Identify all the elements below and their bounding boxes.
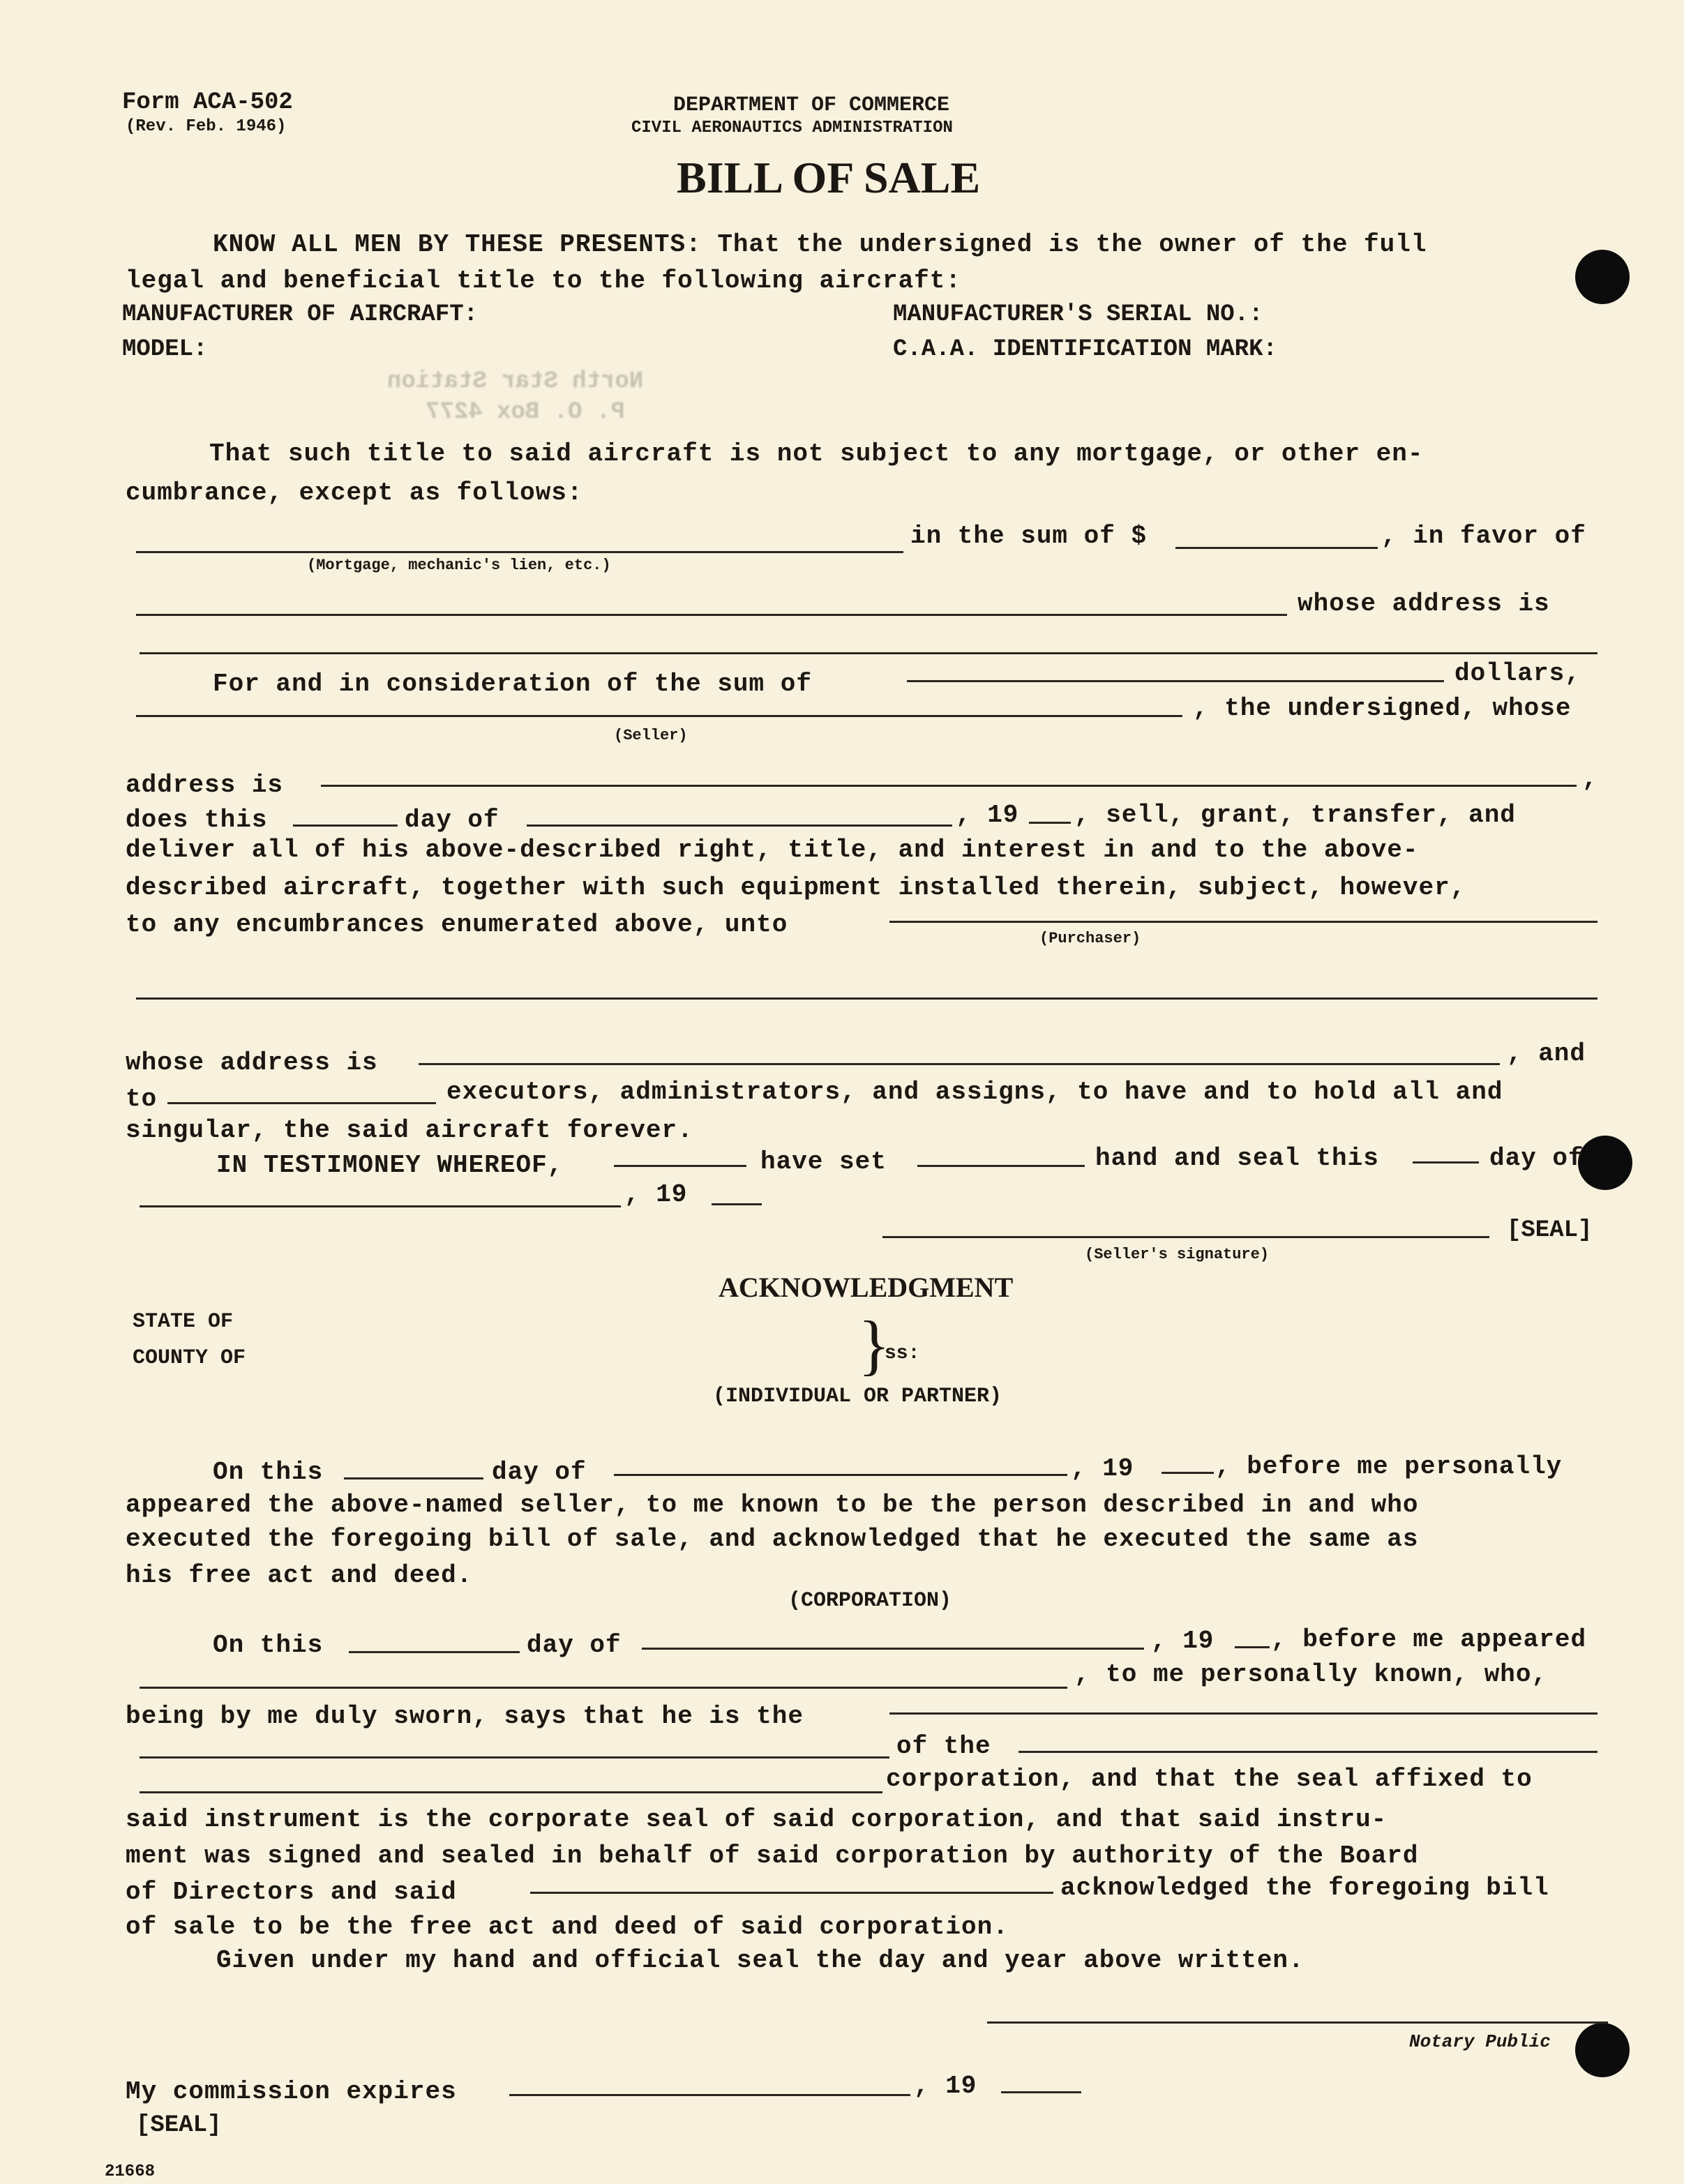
sale-day-field[interactable]	[293, 824, 398, 827]
brace-icon: }	[858, 1307, 891, 1382]
purchaser-whose-address-label: whose address is	[126, 1048, 378, 1077]
ind-month-field[interactable]	[614, 1474, 1067, 1476]
favor-label: , in favor of	[1381, 522, 1586, 550]
consideration-lead: For and in consideration of the sum of	[213, 670, 812, 698]
corporation-heading: (CORPORATION)	[788, 1589, 952, 1613]
serial-number-label: MANUFACTURER'S SERIAL NO.:	[893, 301, 1263, 328]
identification-mark-label: C.A.A. IDENTIFICATION MARK:	[893, 336, 1277, 363]
corp-corporation-text: corporation, and that the seal affixed to	[886, 1765, 1533, 1793]
corp-officer-title-field[interactable]	[889, 1712, 1597, 1715]
ind-line-4: his free act and deed.	[126, 1561, 473, 1590]
print-code: 21668	[105, 2162, 156, 2181]
corp-year-field[interactable]	[1235, 1646, 1270, 1648]
day-of-label: day of	[405, 806, 499, 834]
bleed-through-text: P. O. Box 4277	[426, 399, 625, 425]
ind-on-this-label: On this	[213, 1458, 324, 1486]
testimony-month-field[interactable]	[140, 1205, 621, 1207]
seller-signature-field[interactable]	[882, 1236, 1489, 1238]
testimony-day-field[interactable]	[1413, 1161, 1479, 1163]
corp-name-field[interactable]	[1018, 1751, 1597, 1753]
punch-hole-middle	[1578, 1136, 1632, 1190]
document-title: BILL OF SALE	[677, 153, 981, 202]
have-set-label: have set	[760, 1147, 887, 1176]
punch-hole-top	[1575, 250, 1630, 304]
acknowledgment-title: ACKNOWLEDGMENT	[719, 1272, 1014, 1303]
notary-seal-label: [SEAL]	[136, 2112, 222, 2139]
ind-year-field[interactable]	[1161, 1472, 1214, 1474]
address-comma: ,	[1582, 765, 1598, 793]
testimony-label: IN TESTIMONEY WHEREOF,	[216, 1151, 564, 1180]
caption-mortgage: (Mortgage, mechanic's lien, etc.)	[307, 557, 611, 574]
model-label: MODEL:	[122, 336, 208, 363]
commission-date-field[interactable]	[509, 2094, 910, 2096]
ind-line-2: appeared the above-named seller, to me known to be the person described in and who	[126, 1491, 1419, 1519]
to-label: to	[126, 1085, 158, 1113]
bleed-through-text: North Star Station	[387, 368, 644, 395]
notary-public-label: Notary Public	[1409, 2031, 1551, 2052]
commission-year-field[interactable]	[1001, 2091, 1081, 2093]
corp-officer-title-field-2[interactable]	[140, 1756, 889, 1759]
corp-day-field[interactable]	[349, 1651, 520, 1653]
corp-sworn-text: being by me duly sworn, says that he is the	[126, 1702, 804, 1731]
corp-year-prefix: , 19	[1151, 1627, 1215, 1655]
corp-name-field-2[interactable]	[140, 1791, 882, 1793]
whose-address-label: whose address is	[1298, 589, 1550, 618]
corp-line-ment: ment was signed and sealed in behalf of said corporation by authority of the Board	[126, 1842, 1419, 1870]
given-text: Given under my hand and official seal the day and year above written.	[216, 1946, 1305, 1975]
caption-seller-signature: (Seller's signature)	[1085, 1246, 1270, 1263]
encumbrance-type-field[interactable]	[136, 551, 903, 553]
purchaser-name-field-2[interactable]	[136, 997, 1597, 1000]
individual-heading: (INDIVIDUAL OR PARTNER)	[713, 1385, 1002, 1408]
county-of-label: COUNTY OF	[133, 1346, 246, 1370]
lienholder-name-field[interactable]	[136, 614, 1287, 616]
caption-seller: (Seller)	[614, 727, 688, 744]
does-this-label: does this	[126, 806, 268, 834]
ind-before-text: , before me personally	[1215, 1452, 1563, 1481]
unto-line: to any encumbrances enumerated above, unto	[126, 910, 788, 939]
state-of-label: STATE OF	[133, 1310, 234, 1334]
testimony-year-prefix: , 19	[624, 1180, 688, 1209]
commission-year-prefix: , 19	[914, 2072, 977, 2100]
ss-label: ss:	[885, 1343, 920, 1364]
purchaser-address-field[interactable]	[419, 1063, 1500, 1065]
ind-line-3: executed the foregoing bill of sale, and acknowledged that he executed the same as	[126, 1525, 1419, 1553]
ind-day-field[interactable]	[344, 1477, 483, 1479]
encumbrance-amount-field[interactable]	[1175, 547, 1378, 549]
lienholder-address-field[interactable]	[140, 652, 1597, 654]
commission-label: My commission expires	[126, 2077, 457, 2106]
seller-name-field[interactable]	[136, 715, 1182, 717]
corp-line-sale: of sale to be the free act and deed of said corporation.	[126, 1913, 1009, 1941]
singular-text: singular, the said aircraft forever.	[126, 1116, 693, 1145]
encumbrance-line-2: cumbrance, except as follows:	[126, 479, 583, 507]
corp-of-the-label: of the	[896, 1732, 991, 1761]
corp-line-instrument: said instrument is the corporate seal of said corporation, and that said instru-	[126, 1805, 1388, 1834]
corp-acknowledged-text: acknowledged the foregoing bill	[1060, 1874, 1549, 1902]
purchaser-name-field[interactable]	[889, 921, 1597, 923]
agency-name: CIVIL AERONAUTICS ADMINISTRATION	[631, 119, 953, 137]
testimony-pronoun-field[interactable]	[917, 1165, 1085, 1167]
undersigned-label: , the undersigned, whose	[1193, 694, 1572, 723]
form-revision: (Rev. Feb. 1946)	[126, 117, 287, 136]
corp-before-text: , before me appeared	[1271, 1625, 1587, 1654]
dollars-label: dollars,	[1454, 659, 1581, 688]
executors-text: executors, administrators, and assigns, to have and to hold all and	[446, 1078, 1503, 1106]
caption-purchaser: (Purchaser)	[1039, 930, 1141, 947]
ind-day-of-label: day of	[492, 1458, 587, 1486]
corp-officer-name-field[interactable]	[140, 1687, 1067, 1689]
corp-day-of-label: day of	[527, 1631, 622, 1659]
sum-label: in the sum of $	[910, 522, 1148, 550]
testimony-party-field[interactable]	[614, 1165, 746, 1167]
corp-on-this-label: On this	[213, 1631, 324, 1659]
corp-month-field[interactable]	[642, 1648, 1144, 1650]
encumbrance-line-1: That such title to said aircraft is not subject to any mortgage, or other en-	[209, 439, 1424, 468]
intro-line-1: KNOW ALL MEN BY THESE PRESENTS: That the undersigned is the owner of the full	[213, 230, 1427, 259]
notary-signature-field[interactable]	[987, 2021, 1608, 2024]
described-line: described aircraft, together with such equipment installed therein, subject, however,	[126, 873, 1466, 902]
heirs-field[interactable]	[167, 1102, 436, 1104]
testimony-year-field[interactable]	[712, 1203, 762, 1205]
form-number: Form ACA-502	[122, 89, 293, 116]
deliver-line: deliver all of his above-described right, title, and interest in and to the above-	[126, 836, 1419, 864]
intro-line-2: legal and beneficial title to the following aircraft:	[126, 266, 961, 295]
manufacturer-label: MANUFACTURER OF AIRCRAFT:	[122, 301, 479, 328]
and-label: , and	[1507, 1039, 1586, 1068]
corp-signer-field[interactable]	[530, 1892, 1053, 1894]
year-prefix: , 19	[956, 801, 1019, 829]
department-name: DEPARTMENT OF COMMERCE	[673, 93, 950, 117]
corp-known-text: , to me personally known, who,	[1074, 1660, 1548, 1689]
address-is-label: address is	[126, 771, 284, 799]
hand-seal-label: hand and seal this	[1095, 1144, 1379, 1173]
punch-hole-bottom	[1575, 2023, 1630, 2077]
seller-address-field[interactable]	[321, 785, 1577, 787]
seller-seal-label: [SEAL]	[1507, 1217, 1593, 1244]
sell-grant-text: , sell, grant, transfer, and	[1074, 801, 1516, 829]
testimony-day-of-label: day of	[1489, 1144, 1584, 1173]
sale-year-field[interactable]	[1029, 822, 1071, 824]
corp-directors-label: of Directors and said	[126, 1878, 457, 1906]
consideration-amount-field[interactable]	[907, 680, 1444, 682]
ind-year-prefix: , 19	[1071, 1454, 1134, 1483]
sale-month-field[interactable]	[527, 824, 952, 827]
